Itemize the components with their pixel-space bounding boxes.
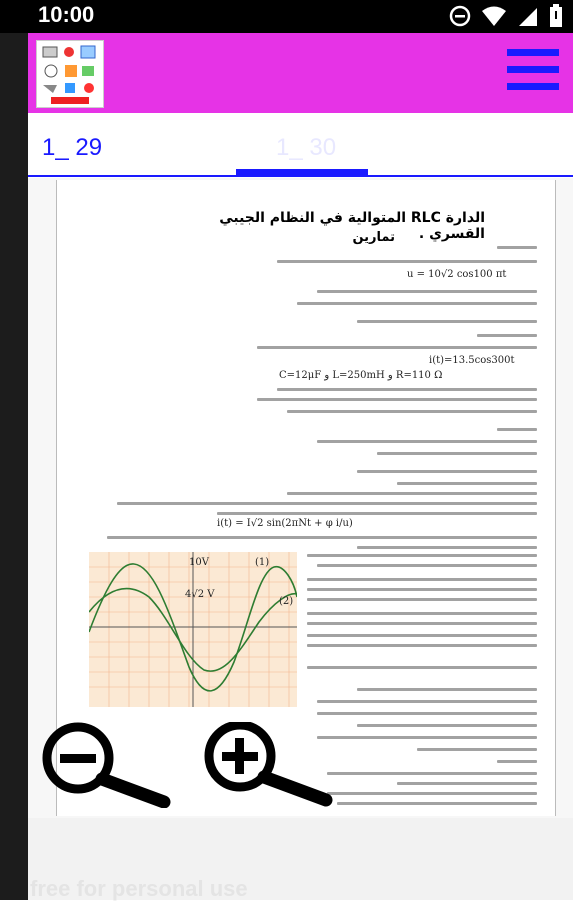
document-title: الدارة RLC المتوالية في النظام الجيبي القسري . <box>219 210 485 242</box>
graph-label-1: (1) <box>255 557 270 568</box>
formula-values: C=12μF و L=250mH و R=110 Ω <box>279 370 443 381</box>
graph-label-2: (2) <box>279 596 294 607</box>
tab-1-29[interactable]: 1_ 29 <box>42 134 103 161</box>
do-not-disturb-icon <box>449 5 471 27</box>
tab-1-30[interactable]: 1_ 30 <box>276 134 337 161</box>
status-time: 10:00 <box>38 2 95 27</box>
zoom-in-icon[interactable] <box>188 722 338 808</box>
left-edge <box>0 33 28 900</box>
status-icons <box>449 4 563 28</box>
wifi-icon <box>481 5 507 27</box>
graph-label-10v: 10V <box>189 557 209 568</box>
document-subtitle: تمارين <box>352 230 395 245</box>
battery-icon <box>549 4 563 28</box>
signal-icon <box>517 5 539 27</box>
oscilloscope-graph <box>89 552 297 707</box>
footer-area <box>28 818 573 900</box>
tab-divider <box>28 175 573 177</box>
zoom-controls <box>28 720 348 820</box>
formula-it: i(t) = I√2 sin(2πNt + φ i/u) <box>217 518 353 529</box>
hamburger-menu-icon[interactable] <box>507 49 559 99</box>
app-bar <box>28 33 573 113</box>
app-logo[interactable] <box>36 40 104 108</box>
zoom-out-icon[interactable] <box>36 722 176 808</box>
formula-i: i(t)=13.5cos300t <box>429 355 515 366</box>
formula-u: u = 10√2 cos100 πt <box>407 269 507 280</box>
logo-image <box>37 41 103 107</box>
graph-label-4v: 4√2 V <box>185 589 215 600</box>
watermark-text: free for personal use <box>30 876 248 901</box>
status-bar <box>0 0 573 33</box>
tab-bar <box>28 113 573 177</box>
